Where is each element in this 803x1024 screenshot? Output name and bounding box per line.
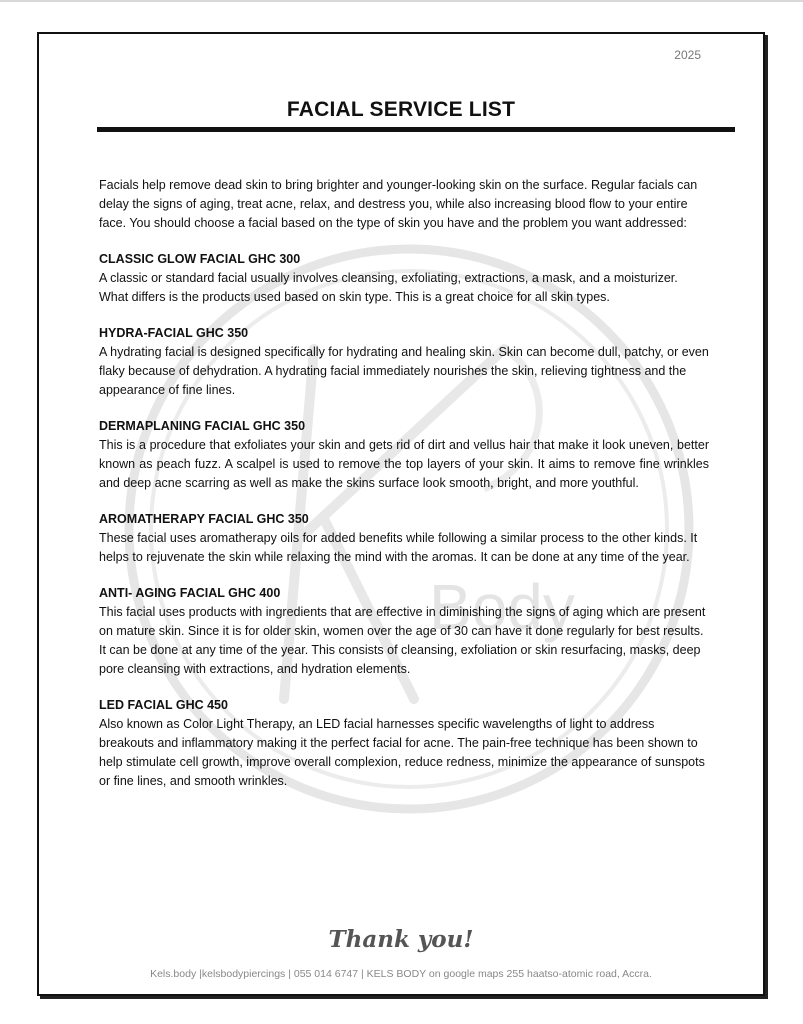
- page-title: FACIAL SERVICE LIST: [286, 98, 516, 121]
- service-item-led: [99, 696, 709, 791]
- watermark-text: Body: [429, 571, 575, 643]
- service-title: AROMATHERAPY FACIAL GHC 350: [99, 512, 309, 526]
- service-description: This facial uses products with ingredients that are effective in diminishing the signs of aging which are present on mature skin. Since it is for older skin, women over the age of 30 can have it done regularly for best results. It can be done at any time of the year. This consists of cleansing, exfoliation or skin resurfacing, masks, deep pore cleansing with extractions, and hydration elements.: [99, 605, 706, 676]
- document-body: [99, 176, 709, 808]
- service-description: A hydrating facial is designed specifically for hydrating and healing skin. Skin can become dull, patchy, or even flaky because of dehydration. A hydrating facial immediately nourishes the skin, relieving tightness and the appearance of fine lines.: [99, 345, 709, 397]
- document-year: 2025: [674, 48, 701, 62]
- service-item-classic-glow: [99, 250, 709, 307]
- intro-paragraph: Facials help remove dead skin to bring brighter and younger-looking skin on the surface. Regular facials can delay the signs of aging, treat acne, relax, and destress you, while also increasing blood flow to your entire face. You should choose a facial based on the type of skin you have and the problem you want addressed:: [99, 178, 698, 230]
- document-page: [37, 32, 765, 996]
- service-item-anti-aging: [99, 584, 709, 679]
- title-underline: [97, 127, 735, 132]
- service-item-aromatherapy: [99, 510, 709, 567]
- service-title: DERMAPLANING FACIAL GHC 350: [99, 419, 306, 433]
- service-item-dermaplaning: [99, 417, 709, 493]
- thank-you-signature: Thank you!: [328, 926, 474, 953]
- service-title: CLASSIC GLOW FACIAL GHC 300: [99, 252, 301, 266]
- top-edge-line: [0, 0, 803, 2]
- service-description: Also known as Color Light Therapy, an LED facial harnesses specific wavelengths of light to address breakouts and inflammatory making it the perfect facial for acne. The pain-free technique has been shown to help stimulate cell growth, improve overall complexion, reduce redness, minimize the appearance of sunspots or fine lines, and smooth wrinkles.: [99, 717, 705, 788]
- service-description: This is a procedure that exfoliates your skin and gets rid of dirt and vellus hair that make it look uneven, better known as peach fuzz. A scalpel is used to remove the top layers of your skin. It aims to remove fine wrinkles and deep acne scarring as well as make the skins surface look smooth, bright, and more youthful.: [99, 438, 709, 490]
- contact-footer: Kels.body |kelsbodypiercings | 055 014 6747 | KELS BODY on google maps 255 haatso-atomic road, Accra.: [150, 968, 652, 980]
- service-title: HYDRA-FACIAL GHC 350: [99, 326, 249, 340]
- service-description: A classic or standard facial usually involves cleansing, exfoliating, extractions, a mask, and a moisturizer. What differs is the products used based on skin type. This is a great choice for all skin types.: [99, 271, 678, 304]
- service-description: These facial uses aromatherapy oils for added benefits while following a similar process to the other kinds. It helps to rejuvenate the skin while relaxing the mind with the aromas. It can be done at any time of the year.: [99, 531, 698, 564]
- service-title: LED FACIAL GHC 450: [99, 698, 228, 712]
- service-title: ANTI- AGING FACIAL GHC 400: [99, 586, 281, 600]
- service-item-hydra: [99, 324, 709, 400]
